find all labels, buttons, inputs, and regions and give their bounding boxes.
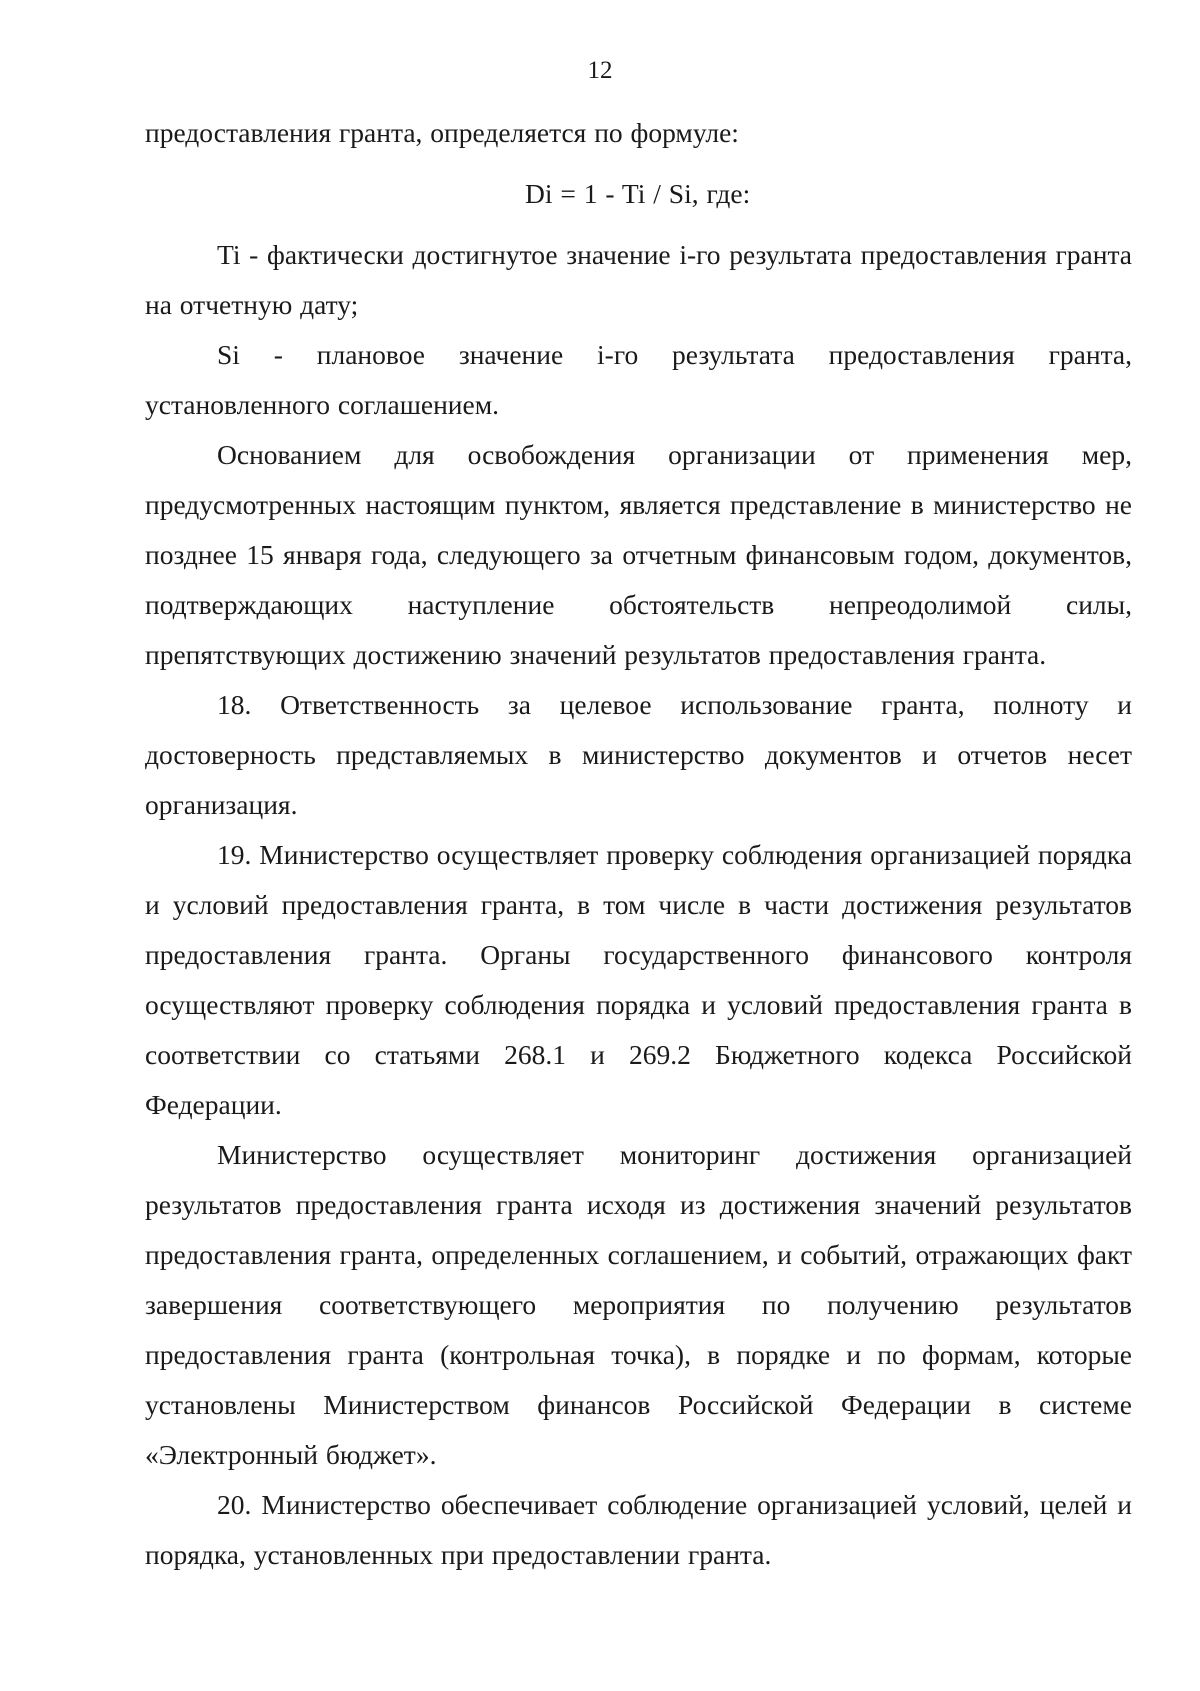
paragraph-clause-18: 18. Ответственность за целевое использование гранта, полноту и достоверность представляемых в министерство документов и отчетов несет организация.: [145, 689, 1132, 820]
paragraph-clause-19: 19. Министерство осуществляет проверку соблюдения организацией порядка и условий предоставления гранта, в том числе в части достижения результатов предоставления гранта. Органы государственного финансового контроля осуществляют проверку соблюдения порядка и условий предоставления гранта в соответствии со статьями 268.1 и 269.2 Бюджетного кодекса Российской Федерации.: [145, 839, 1132, 1120]
paragraph-clause-20: 20. Министерство обеспечивает соблюдение организацией условий, целей и порядка, установленных при предоставлении гранта.: [145, 1489, 1132, 1570]
paragraph-formula-intro: предоставления гранта, определяется по формуле:: [145, 117, 739, 148]
formula: Di = 1 - Ti / Si, где:: [525, 178, 751, 209]
paragraph-exemption-basis: Основанием для освобождения организации от применения мер, предусмотренных настоящим пунктом, является представление в министерство не позднее 15 января года, следующего за отчетным финансовым годом, документов, подтверждающих наступление обстоятельств непреодолимой силы, препятствующих достижению значений результатов предоставления гранта.: [145, 439, 1132, 670]
page-number: 12: [587, 57, 613, 84]
paragraph-monitoring: Министерство осуществляет мониторинг достижения организацией результатов предоставления гранта исходя из достижения значений результатов предоставления гранта, определенных соглашением, и событий, отражающих факт завершения соответствующего мероприятия по получению результатов предоставления гранта (контрольная точка), в порядке и по формам, которые установлены Министерством финансов Российской Федерации в системе «Электронный бюджет».: [145, 1139, 1132, 1470]
paragraph-ti-definition: Ti - фактически достигнутое значение i-го результата предоставления гранта на отчетную дату;: [145, 239, 1132, 320]
paragraph-si-definition: Si - плановое значение i-го результата предоставления гранта, установленного соглашением.: [145, 339, 1132, 420]
document-body: [145, 108, 1132, 1580]
